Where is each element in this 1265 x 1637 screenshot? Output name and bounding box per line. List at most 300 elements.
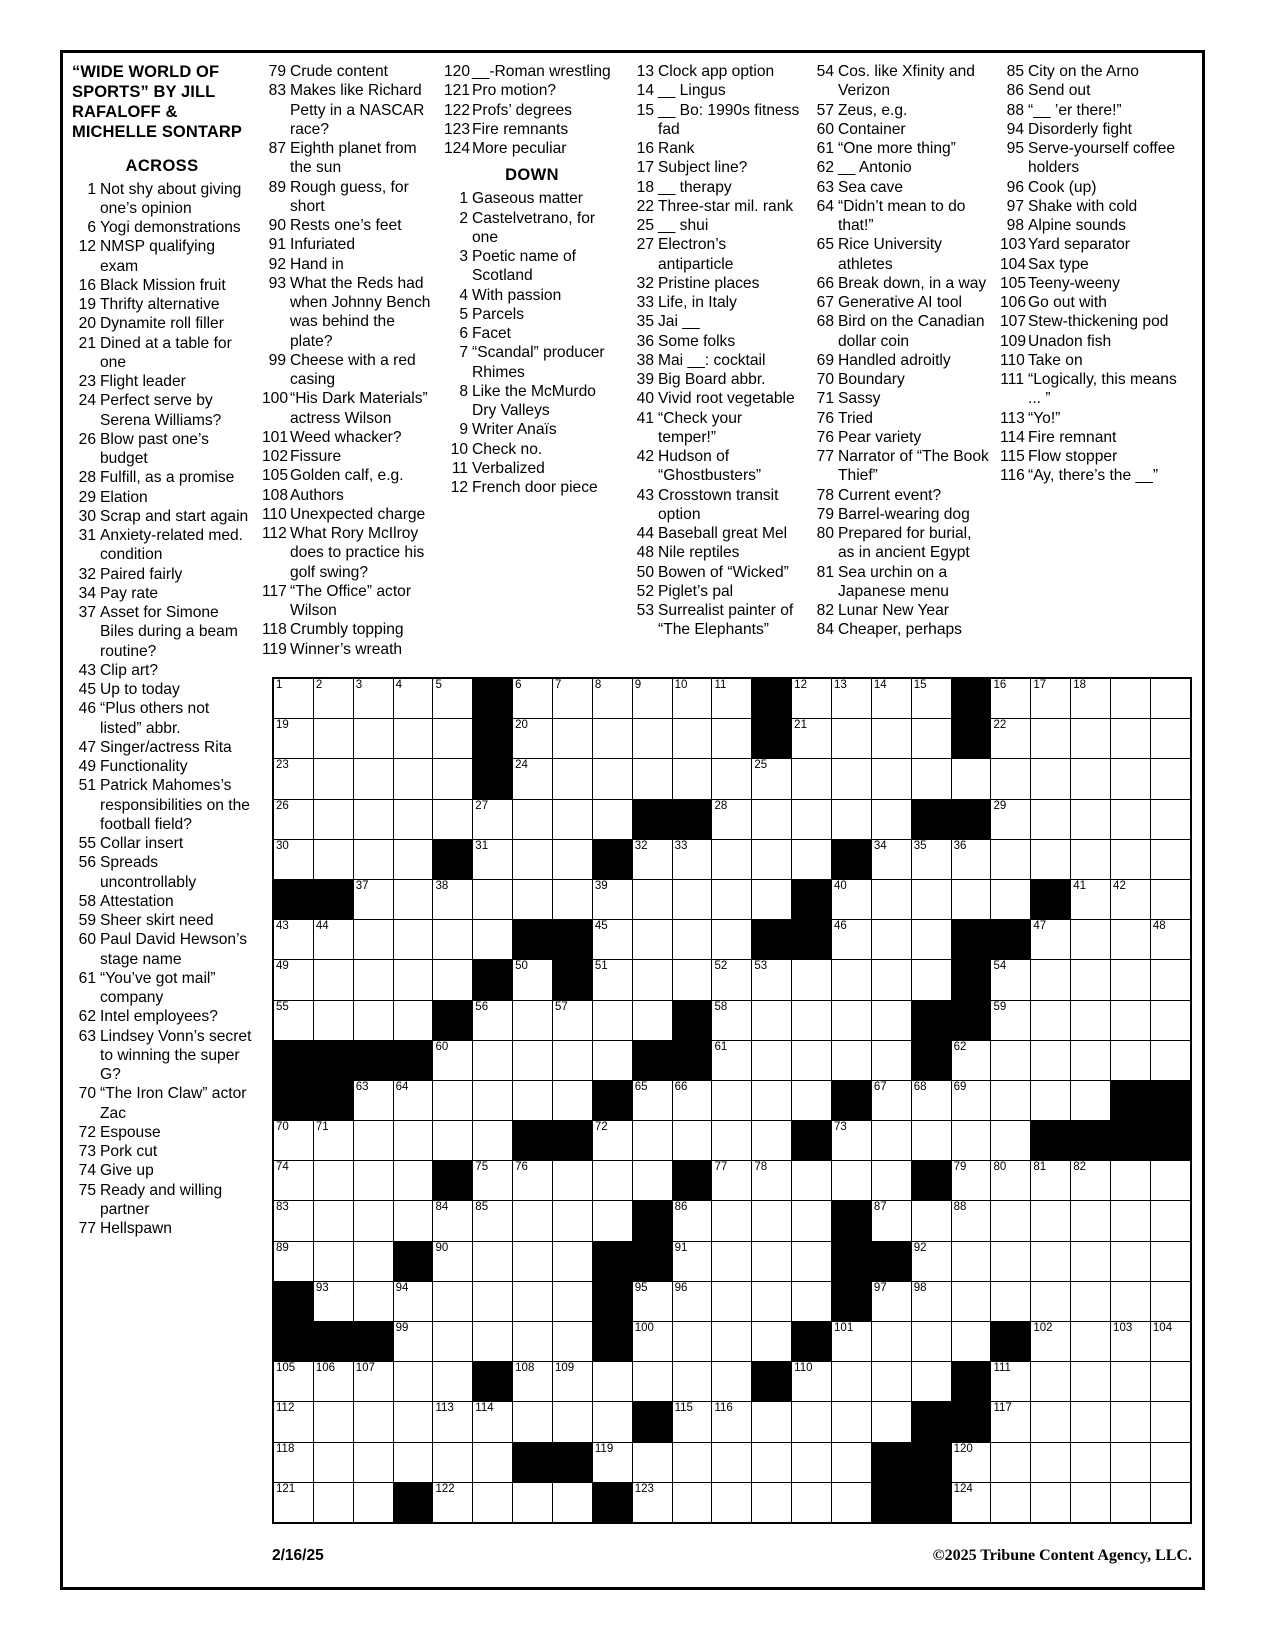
grid-cell[interactable] [792,1201,832,1241]
grid-cell[interactable] [1150,799,1191,839]
grid-cell[interactable] [273,719,313,759]
grid-cell[interactable] [473,1040,513,1080]
grid-cell[interactable] [353,920,393,960]
grid-cell[interactable] [672,759,712,799]
grid-cell[interactable] [752,1442,792,1482]
grid-cell[interactable] [951,1121,991,1161]
grid-cell[interactable] [792,839,832,879]
grid-cell[interactable] [592,1442,632,1482]
grid-cell[interactable] [273,678,313,719]
crossword-grid[interactable] [272,677,1192,1524]
grid-cell[interactable] [393,799,433,839]
grid-cell[interactable] [632,1482,672,1523]
grid-cell[interactable] [1150,1482,1191,1523]
grid-cell[interactable] [553,759,593,799]
grid-cell[interactable] [712,1482,752,1523]
grid-cell[interactable] [991,1000,1031,1040]
grid-cell[interactable] [273,1161,313,1201]
grid-cell[interactable] [1150,759,1191,799]
grid-cell[interactable] [393,1201,433,1241]
grid-cell[interactable] [712,1040,752,1080]
grid-cell[interactable] [712,920,752,960]
grid-cell[interactable] [632,1161,672,1201]
grid-cell[interactable] [672,719,712,759]
grid-cell[interactable] [473,879,513,919]
grid-cell[interactable] [871,1402,911,1442]
grid-cell[interactable] [871,1080,911,1120]
grid-cell[interactable] [313,678,353,719]
grid-cell[interactable] [433,1322,473,1362]
grid-cell[interactable] [632,1322,672,1362]
grid-cell[interactable] [712,960,752,1000]
grid-cell[interactable] [832,1000,872,1040]
grid-cell[interactable] [752,1121,792,1161]
grid-cell[interactable] [1071,839,1111,879]
grid-cell[interactable] [1150,1201,1191,1241]
grid-cell[interactable] [513,1482,553,1523]
grid-cell[interactable] [273,1000,313,1040]
grid-cell[interactable] [712,1442,752,1482]
grid-cell[interactable] [832,1040,872,1080]
grid-cell[interactable] [1031,719,1071,759]
grid-cell[interactable] [313,759,353,799]
grid-cell[interactable] [991,799,1031,839]
grid-cell[interactable] [911,1080,951,1120]
grid-cell[interactable] [672,1080,712,1120]
grid-cell[interactable] [1111,920,1151,960]
grid-cell[interactable] [1071,1482,1111,1523]
grid-cell[interactable] [792,1080,832,1120]
grid-cell[interactable] [393,879,433,919]
grid-cell[interactable] [752,1241,792,1281]
grid-cell[interactable] [473,1281,513,1321]
grid-cell[interactable] [592,1201,632,1241]
grid-cell[interactable] [313,1161,353,1201]
grid-cell[interactable] [1111,1362,1151,1402]
grid-cell[interactable] [1031,839,1071,879]
grid-cell[interactable] [1071,1000,1111,1040]
grid-cell[interactable] [393,1121,433,1161]
grid-cell[interactable] [553,1080,593,1120]
grid-cell[interactable] [393,1442,433,1482]
grid-cell[interactable] [513,1241,553,1281]
grid-cell[interactable] [991,1442,1031,1482]
grid-cell[interactable] [672,1402,712,1442]
grid-cell[interactable] [1071,1040,1111,1080]
grid-cell[interactable] [353,1121,393,1161]
grid-cell[interactable] [832,799,872,839]
grid-cell[interactable] [433,920,473,960]
grid-cell[interactable] [513,1000,553,1040]
grid-cell[interactable] [832,879,872,919]
grid-cell[interactable] [792,1442,832,1482]
grid-cell[interactable] [672,1241,712,1281]
grid-cell[interactable] [991,879,1031,919]
grid-cell[interactable] [752,1161,792,1201]
grid-cell[interactable] [1031,1201,1071,1241]
grid-cell[interactable] [313,1121,353,1161]
grid-cell[interactable] [1111,759,1151,799]
grid-cell[interactable] [871,1000,911,1040]
grid-cell[interactable] [1031,759,1071,799]
grid-cell[interactable] [672,1121,712,1161]
grid-cell[interactable] [1071,960,1111,1000]
grid-cell[interactable] [473,799,513,839]
grid-cell[interactable] [353,1241,393,1281]
grid-cell[interactable] [672,960,712,1000]
grid-cell[interactable] [1071,1322,1111,1362]
grid-cell[interactable] [353,1281,393,1321]
grid-cell[interactable] [1150,1241,1191,1281]
grid-cell[interactable] [313,719,353,759]
grid-cell[interactable] [273,1241,313,1281]
grid-cell[interactable] [513,1201,553,1241]
grid-cell[interactable] [393,920,433,960]
grid-cell[interactable] [473,1402,513,1442]
grid-cell[interactable] [792,719,832,759]
grid-cell[interactable] [911,1241,951,1281]
grid-cell[interactable] [513,1040,553,1080]
grid-cell[interactable] [313,1482,353,1523]
grid-cell[interactable] [951,839,991,879]
grid-cell[interactable] [1150,1161,1191,1201]
grid-cell[interactable] [592,759,632,799]
grid-cell[interactable] [871,1161,911,1201]
grid-cell[interactable] [393,719,433,759]
grid-cell[interactable] [592,1000,632,1040]
grid-cell[interactable] [712,799,752,839]
grid-cell[interactable] [473,1241,513,1281]
grid-cell[interactable] [632,1000,672,1040]
grid-cell[interactable] [433,1402,473,1442]
grid-cell[interactable] [1031,1040,1071,1080]
grid-cell[interactable] [313,1201,353,1241]
grid-cell[interactable] [792,1000,832,1040]
grid-cell[interactable] [353,1402,393,1442]
grid-cell[interactable] [672,1281,712,1321]
grid-cell[interactable] [991,1241,1031,1281]
grid-cell[interactable] [752,1080,792,1120]
grid-cell[interactable] [313,1000,353,1040]
grid-cell[interactable] [1071,1442,1111,1482]
grid-cell[interactable] [752,799,792,839]
grid-cell[interactable] [712,1322,752,1362]
grid-cell[interactable] [513,1402,553,1442]
grid-cell[interactable] [752,1201,792,1241]
grid-cell[interactable] [712,1241,752,1281]
grid-cell[interactable] [951,1442,991,1482]
grid-cell[interactable] [672,1201,712,1241]
grid-cell[interactable] [1111,719,1151,759]
grid-cell[interactable] [433,1442,473,1482]
grid-cell[interactable] [712,1281,752,1321]
grid-cell[interactable] [951,1322,991,1362]
grid-cell[interactable] [951,1201,991,1241]
grid-cell[interactable] [473,1161,513,1201]
grid-cell[interactable] [792,759,832,799]
grid-cell[interactable] [632,1442,672,1482]
grid-cell[interactable] [553,678,593,719]
grid-cell[interactable] [832,759,872,799]
grid-cell[interactable] [1071,920,1111,960]
grid-cell[interactable] [632,1080,672,1120]
grid-cell[interactable] [1111,799,1151,839]
grid-cell[interactable] [313,1281,353,1321]
grid-cell[interactable] [553,799,593,839]
grid-cell[interactable] [353,799,393,839]
grid-cell[interactable] [1150,1040,1191,1080]
grid-cell[interactable] [832,960,872,1000]
grid-cell[interactable] [513,799,553,839]
grid-cell[interactable] [951,1040,991,1080]
grid-cell[interactable] [393,1322,433,1362]
grid-cell[interactable] [1071,678,1111,719]
grid-cell[interactable] [273,1482,313,1523]
grid-cell[interactable] [752,759,792,799]
grid-cell[interactable] [273,759,313,799]
grid-cell[interactable] [712,1000,752,1040]
grid-cell[interactable] [473,1442,513,1482]
grid-cell[interactable] [871,1201,911,1241]
grid-cell[interactable] [1111,1201,1151,1241]
grid-cell[interactable] [792,1281,832,1321]
grid-cell[interactable] [1150,1322,1191,1362]
grid-cell[interactable] [353,678,393,719]
grid-cell[interactable] [433,1121,473,1161]
grid-cell[interactable] [553,1161,593,1201]
grid-cell[interactable] [752,839,792,879]
grid-cell[interactable] [672,879,712,919]
grid-cell[interactable] [513,1322,553,1362]
grid-cell[interactable] [592,719,632,759]
grid-cell[interactable] [632,1362,672,1402]
grid-cell[interactable] [393,960,433,1000]
grid-cell[interactable] [393,1402,433,1442]
grid-cell[interactable] [513,1281,553,1321]
grid-cell[interactable] [672,1362,712,1402]
grid-cell[interactable] [911,1362,951,1402]
grid-cell[interactable] [832,678,872,719]
grid-cell[interactable] [592,678,632,719]
grid-cell[interactable] [632,960,672,1000]
grid-cell[interactable] [1031,1442,1071,1482]
grid-cell[interactable] [513,1161,553,1201]
grid-cell[interactable] [712,719,752,759]
grid-cell[interactable] [1111,1482,1151,1523]
grid-cell[interactable] [513,839,553,879]
grid-cell[interactable] [592,1362,632,1402]
grid-cell[interactable] [951,759,991,799]
grid-cell[interactable] [632,678,672,719]
grid-cell[interactable] [1031,1281,1071,1321]
grid-cell[interactable] [911,719,951,759]
grid-cell[interactable] [832,1482,872,1523]
grid-cell[interactable] [712,759,752,799]
grid-cell[interactable] [1150,719,1191,759]
grid-cell[interactable] [991,839,1031,879]
grid-cell[interactable] [393,1161,433,1201]
grid-cell[interactable] [273,960,313,1000]
grid-cell[interactable] [353,759,393,799]
grid-cell[interactable] [632,1281,672,1321]
grid-cell[interactable] [672,678,712,719]
grid-cell[interactable] [393,678,433,719]
grid-cell[interactable] [632,879,672,919]
grid-cell[interactable] [991,1161,1031,1201]
grid-cell[interactable] [313,920,353,960]
grid-cell[interactable] [712,678,752,719]
grid-cell[interactable] [473,1121,513,1161]
grid-cell[interactable] [353,1080,393,1120]
grid-cell[interactable] [433,1281,473,1321]
grid-cell[interactable] [712,1402,752,1442]
grid-cell[interactable] [991,1201,1031,1241]
grid-cell[interactable] [1111,1241,1151,1281]
grid-cell[interactable] [433,1241,473,1281]
grid-cell[interactable] [1031,1080,1071,1120]
grid-cell[interactable] [313,1362,353,1402]
grid-cell[interactable] [553,1040,593,1080]
grid-cell[interactable] [632,759,672,799]
grid-cell[interactable] [433,1080,473,1120]
grid-cell[interactable] [991,1402,1031,1442]
grid-cell[interactable] [393,759,433,799]
grid-cell[interactable] [353,719,393,759]
grid-cell[interactable] [672,1482,712,1523]
grid-cell[interactable] [871,879,911,919]
grid-cell[interactable] [792,1040,832,1080]
grid-cell[interactable] [592,1402,632,1442]
grid-cell[interactable] [712,1080,752,1120]
grid-cell[interactable] [592,1121,632,1161]
grid-cell[interactable] [871,960,911,1000]
grid-cell[interactable] [353,1442,393,1482]
grid-cell[interactable] [1111,1281,1151,1321]
grid-cell[interactable] [1071,759,1111,799]
grid-cell[interactable] [991,1121,1031,1161]
grid-cell[interactable] [991,1482,1031,1523]
grid-cell[interactable] [1071,1362,1111,1402]
grid-cell[interactable] [712,1161,752,1201]
grid-cell[interactable] [473,1201,513,1241]
grid-cell[interactable] [433,960,473,1000]
grid-cell[interactable] [1031,1402,1071,1442]
grid-cell[interactable] [911,1201,951,1241]
grid-cell[interactable] [951,1281,991,1321]
grid-cell[interactable] [273,839,313,879]
grid-cell[interactable] [433,1040,473,1080]
grid-cell[interactable] [951,1482,991,1523]
grid-cell[interactable] [1150,1362,1191,1402]
grid-cell[interactable] [792,1161,832,1201]
grid-cell[interactable] [871,1040,911,1080]
grid-cell[interactable] [1071,1281,1111,1321]
grid-cell[interactable] [792,678,832,719]
grid-cell[interactable] [1111,1442,1151,1482]
grid-cell[interactable] [353,839,393,879]
grid-cell[interactable] [1111,1322,1151,1362]
grid-cell[interactable] [433,879,473,919]
grid-cell[interactable] [672,1442,712,1482]
grid-cell[interactable] [991,1362,1031,1402]
grid-cell[interactable] [951,1080,991,1120]
grid-cell[interactable] [871,719,911,759]
grid-cell[interactable] [553,1000,593,1040]
grid-cell[interactable] [513,879,553,919]
grid-cell[interactable] [433,1362,473,1402]
grid-cell[interactable] [911,759,951,799]
grid-cell[interactable] [592,960,632,1000]
grid-cell[interactable] [911,1121,951,1161]
grid-cell[interactable] [353,1000,393,1040]
grid-cell[interactable] [273,1442,313,1482]
grid-cell[interactable] [792,1362,832,1402]
grid-cell[interactable] [832,1161,872,1201]
grid-cell[interactable] [871,1322,911,1362]
grid-cell[interactable] [1111,839,1151,879]
grid-cell[interactable] [951,1241,991,1281]
grid-cell[interactable] [1111,960,1151,1000]
grid-cell[interactable] [712,1201,752,1241]
grid-cell[interactable] [1150,839,1191,879]
grid-cell[interactable] [1150,960,1191,1000]
grid-cell[interactable] [712,839,752,879]
grid-cell[interactable] [911,1281,951,1321]
grid-cell[interactable] [1071,1201,1111,1241]
grid-cell[interactable] [991,759,1031,799]
grid-cell[interactable] [1111,1000,1151,1040]
grid-cell[interactable] [752,960,792,1000]
grid-cell[interactable] [752,1322,792,1362]
grid-cell[interactable] [911,839,951,879]
grid-cell[interactable] [1031,1241,1071,1281]
grid-cell[interactable] [513,960,553,1000]
grid-cell[interactable] [832,1402,872,1442]
grid-cell[interactable] [1111,1161,1151,1201]
grid-cell[interactable] [513,1080,553,1120]
grid-cell[interactable] [592,1161,632,1201]
grid-cell[interactable] [1150,1000,1191,1040]
grid-cell[interactable] [871,678,911,719]
grid-cell[interactable] [1031,678,1071,719]
grid-cell[interactable] [1150,879,1191,919]
grid-cell[interactable] [393,1281,433,1321]
grid-cell[interactable] [672,839,712,879]
grid-cell[interactable] [433,1482,473,1523]
grid-cell[interactable] [1111,1402,1151,1442]
grid-cell[interactable] [1031,920,1071,960]
grid-cell[interactable] [393,1000,433,1040]
grid-cell[interactable] [951,1161,991,1201]
grid-cell[interactable] [832,1442,872,1482]
grid-cell[interactable] [433,678,473,719]
grid-cell[interactable] [393,1080,433,1120]
grid-cell[interactable] [712,879,752,919]
grid-cell[interactable] [1031,1322,1071,1362]
grid-cell[interactable] [1111,678,1151,719]
grid-cell[interactable] [951,879,991,919]
grid-cell[interactable] [273,1362,313,1402]
grid-cell[interactable] [353,1482,393,1523]
grid-cell[interactable] [632,719,672,759]
grid-cell[interactable] [553,839,593,879]
grid-cell[interactable] [273,1121,313,1161]
grid-cell[interactable] [792,799,832,839]
grid-cell[interactable] [1111,1040,1151,1080]
grid-cell[interactable] [313,799,353,839]
grid-cell[interactable] [752,1040,792,1080]
grid-cell[interactable] [911,920,951,960]
